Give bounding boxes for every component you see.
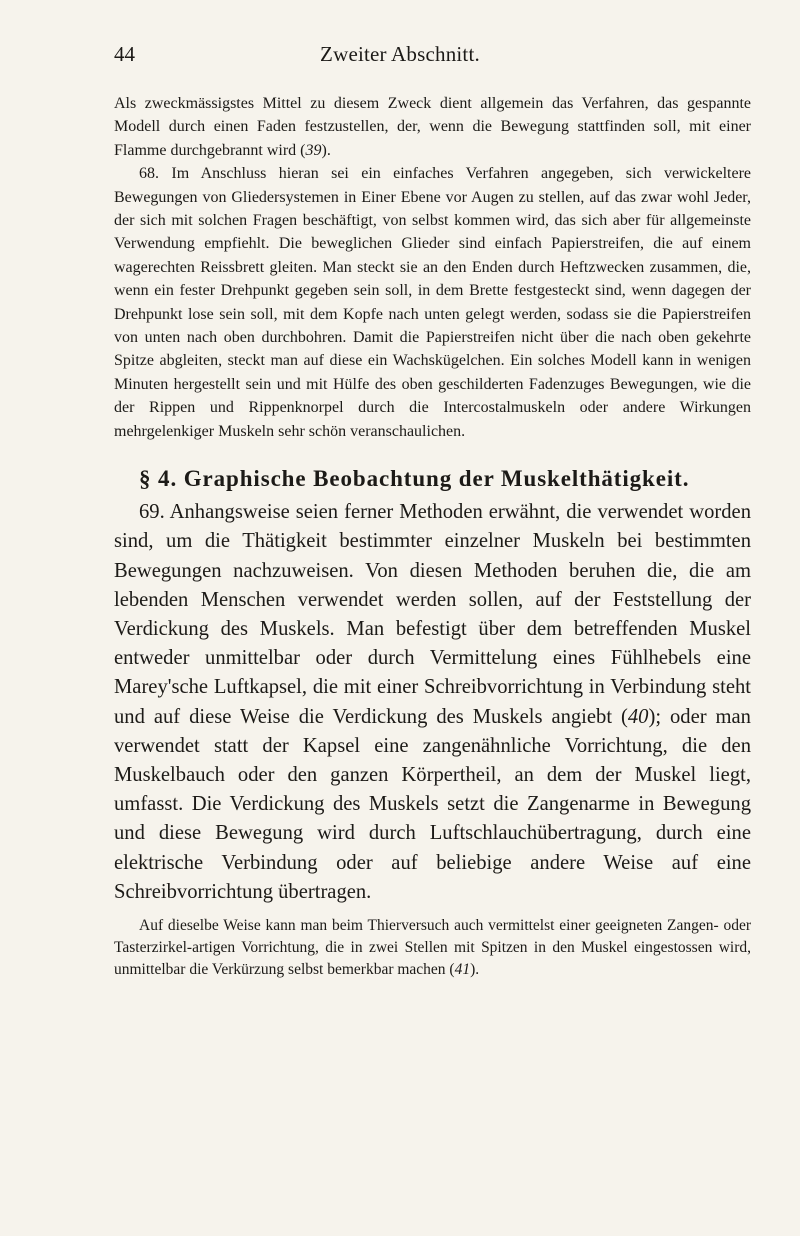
- paragraph-69: [114, 498, 751, 907]
- figure-reference: 41: [454, 960, 471, 978]
- paragraph-note-end: ).: [470, 960, 480, 978]
- paragraph-68: 68. Im Anschluss hieran sei ein einfaches Verfahren angegeben, sich verwickeltere Bewegungen von Gliedersystemen in Einer Ebene vor Augen zu stellen, auf das zwar wohl Jeder, der sich mit solchen Fragen beschäftigt, von selbst kommen wird, das sich aber für allgemeinste Verwendung empfiehlt. Die beweglichen Glieder sind einfach Papierstreifen, die auf einem wagerechten Reissbrett gleiten. Man steckt sie an den Enden durch Heftzwecken zusammen, die, wenn ein fester Drehpunkt gegeben sein soll, in dem Brette festgesteckt sind, wenn dagegen der Drehpunkt lose sein soll, mit dem Kopfe nach unten gelegt werden, sodass sie die Papierstreifen von unten nach oben durchbohren. Damit die Papierstreifen nicht über die nach oben gekehrte Spitze abgleiten, steckt man auf diese ein Wachskügelchen. Ein solches Modell kann in wenigen Minuten hergestellt sein und mit Hülfe des oben geschilderten Fadenzuges Bewegungen, wie die der Rippen und Rippenknorpel durch die Intercostalmuskeln oder andere Wirkungen mehrgelenkiger Muskeln sehr schön veranschaulichen.: [114, 165, 751, 440]
- paragraph-intro-text: Als zweckmässigstes Mittel zu diesem Zweck dient allgemein das Verfahren, das gespannte Modell durch einen Faden festzustellen, der, wenn die Bewegung stattfinden soll, mit einer Flamme durchgebrannt wird (: [114, 95, 751, 159]
- page-header: [0, 42, 800, 72]
- page-body: [114, 92, 751, 981]
- paragraph-note: [114, 915, 751, 981]
- paragraph-69-text: 69. Anhangsweise seien ferner Methoden erwähnt, die verwendet worden sind, um die Thätigkeit bestimmter einzelner Muskeln bei bestimmten Bewegungen nachzuweisen. Von diesen Methoden beruhen die, die am lebenden Menschen verwendet werden sollen, auf der Feststellung der Verdickung des Muskels. Man befestigt über dem betreffenden Muskel entweder unmittelbar oder durch Vermittelung eines Fühlhebels eine Marey'sche Luftkapsel, die mit einer Schreibvorrichtung in Verbindung steht und auf diese Weise die Verdickung des Muskels angiebt (: [114, 501, 751, 728]
- figure-reference: 39: [305, 141, 322, 159]
- paragraph-intro: [114, 92, 751, 162]
- running-head: Zweiter Abschnitt.: [320, 42, 480, 66]
- figure-reference: 40: [627, 705, 649, 728]
- paragraph-69-text-cont: ); oder man verwendet statt der Kapsel eine zangenähnliche Vorrichtung, die den Muskelbauch oder den ganzen Körpertheil, an dem der Muskel liegt, umfasst. Die Verdickung des Muskels setzt die Zangenarme in Bewegung und diese Bewegung wird durch Luftschlauchübertragung, durch eine elektrische Verbindung oder auf beliebige andere Weise auf eine Schreibvorrichtung übertragen.: [114, 705, 751, 903]
- page-number: 44: [114, 42, 135, 66]
- section-heading: § 4. Graphische Beobachtung der Muskelthätigkeit.: [139, 466, 690, 492]
- paragraph-intro-end: ).: [321, 141, 331, 159]
- paragraph-note-text: Auf dieselbe Weise kann man beim Thierversuch auch vermittelst einer geeigneten Zangen- oder Tasterzirkel-artigen Vorrichtung, die in zwei Stellen mit Spitzen in den Muskel eingestossen wird, unmittelbar die Verkürzung selbst bemerkbar machen (: [114, 916, 751, 978]
